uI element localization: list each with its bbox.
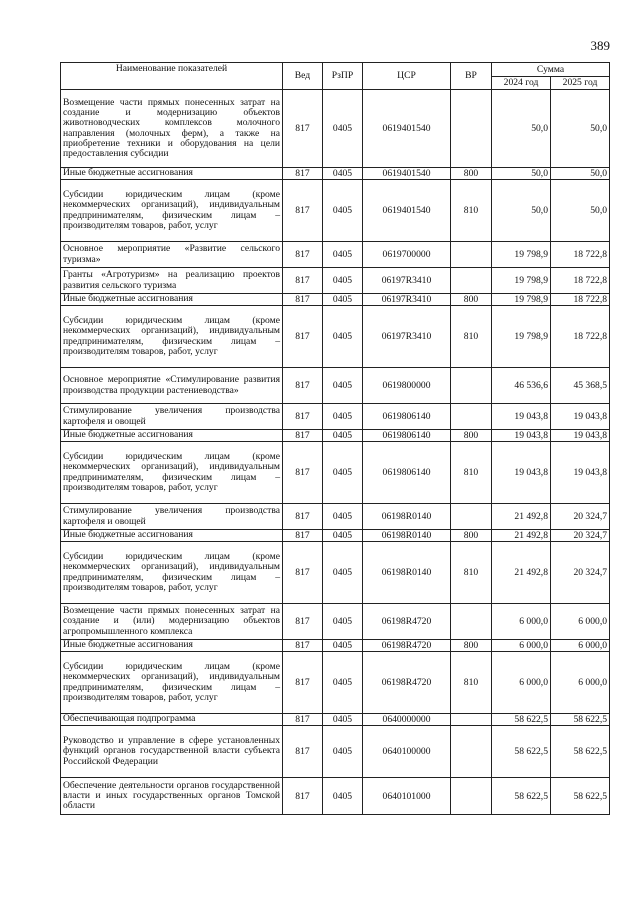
table-row (61, 604, 610, 640)
table-row (61, 168, 610, 180)
row-name: Иные бюджетные ассигнования (61, 430, 283, 442)
row-name: Возмещение части прямых понесенных затрат на создание и модернизацию объектов животноводческих комплексов молочного направления (молочных ферм), а также на приобретение техники и оборудования на цели предоставления субсидии (61, 90, 283, 168)
row-sum-2025: 58 622,5 (551, 714, 610, 726)
table-row (61, 180, 610, 242)
row-sum-2024: 19 798,9 (492, 242, 551, 268)
row-rzpr: 0405 (323, 268, 363, 294)
row-rzpr: 0405 (323, 180, 363, 242)
header-vr: ВР (451, 63, 492, 90)
row-rzpr: 0405 (323, 652, 363, 714)
row-sum-2024: 6 000,0 (492, 604, 551, 640)
row-ved: 817 (283, 368, 323, 404)
row-sum-2024: 50,0 (492, 90, 551, 168)
row-ved: 817 (283, 90, 323, 168)
row-csr: 0640101000 (363, 778, 451, 815)
table-row (61, 726, 610, 778)
row-csr: 06197R3410 (363, 306, 451, 368)
row-name: Основное мероприятие «Стимулирование развития производства продукции растениеводства» (61, 368, 283, 404)
row-sum-2025: 19 043,8 (551, 442, 610, 504)
row-ved: 817 (283, 604, 323, 640)
row-csr: 0619401540 (363, 90, 451, 168)
row-csr: 06198R0140 (363, 530, 451, 542)
row-ved: 817 (283, 778, 323, 815)
row-sum-2024: 19 798,9 (492, 306, 551, 368)
row-vr: 800 (451, 530, 492, 542)
row-sum-2024: 50,0 (492, 180, 551, 242)
table-row (61, 714, 610, 726)
row-sum-2025: 50,0 (551, 168, 610, 180)
row-csr: 06197R3410 (363, 294, 451, 306)
row-name: Обеспечивающая подпрограмма (61, 714, 283, 726)
row-name: Стимулирование увеличения производства картофеля и овощей (61, 404, 283, 430)
row-sum-2024: 50,0 (492, 168, 551, 180)
row-sum-2025: 18 722,8 (551, 294, 610, 306)
row-sum-2025: 58 622,5 (551, 778, 610, 815)
row-ved: 817 (283, 442, 323, 504)
row-vr: 800 (451, 294, 492, 306)
row-vr: 800 (451, 430, 492, 442)
row-name: Иные бюджетные ассигнования (61, 530, 283, 542)
row-ved: 817 (283, 404, 323, 430)
row-sum-2024: 46 536,6 (492, 368, 551, 404)
row-rzpr: 0405 (323, 168, 363, 180)
row-sum-2025: 6 000,0 (551, 604, 610, 640)
row-sum-2024: 21 492,8 (492, 504, 551, 530)
row-sum-2024: 58 622,5 (492, 778, 551, 815)
row-csr: 06198R0140 (363, 504, 451, 530)
row-sum-2025: 19 043,8 (551, 430, 610, 442)
row-sum-2025: 6 000,0 (551, 640, 610, 652)
row-ved: 817 (283, 168, 323, 180)
row-vr: 810 (451, 442, 492, 504)
row-csr: 0619401540 (363, 168, 451, 180)
row-rzpr: 0405 (323, 778, 363, 815)
row-name: Субсидии юридическим лицам (кроме некоммерческих организаций), индивидуальным предпринимателям, физическим лицам – производителям товаров, работ, услуг (61, 180, 283, 242)
header-ved: Вед (283, 63, 323, 90)
row-vr: 810 (451, 306, 492, 368)
row-name: Иные бюджетные ассигнования (61, 168, 283, 180)
page-number: 389 (590, 38, 610, 53)
row-ved: 817 (283, 268, 323, 294)
header-rzpr: РзПР (323, 63, 363, 90)
row-sum-2024: 19 043,8 (492, 442, 551, 504)
row-csr: 0619700000 (363, 242, 451, 268)
row-rzpr: 0405 (323, 726, 363, 778)
row-name: Основное мероприятие «Развитие сельского туризма» (61, 242, 283, 268)
row-vr (451, 604, 492, 640)
row-sum-2024: 58 622,5 (492, 714, 551, 726)
table-row (61, 640, 610, 652)
row-csr: 06198R0140 (363, 542, 451, 604)
row-ved: 817 (283, 640, 323, 652)
table-row (61, 652, 610, 714)
table-row (61, 778, 610, 815)
table-row (61, 542, 610, 604)
row-ved: 817 (283, 242, 323, 268)
table-row (61, 430, 610, 442)
row-rzpr: 0405 (323, 368, 363, 404)
row-sum-2024: 21 492,8 (492, 542, 551, 604)
row-csr: 06197R3410 (363, 268, 451, 294)
row-sum-2025: 20 324,7 (551, 530, 610, 542)
table-row (61, 442, 610, 504)
row-sum-2025: 6 000,0 (551, 652, 610, 714)
row-rzpr: 0405 (323, 90, 363, 168)
row-rzpr: 0405 (323, 530, 363, 542)
row-ved: 817 (283, 294, 323, 306)
row-ved: 817 (283, 542, 323, 604)
header-year-2025: 2025 год (551, 77, 610, 90)
header-csr: ЦСР (363, 63, 451, 90)
row-sum-2024: 19 043,8 (492, 430, 551, 442)
row-csr: 0619806140 (363, 404, 451, 430)
row-sum-2025: 18 722,8 (551, 242, 610, 268)
row-csr: 06198R4720 (363, 604, 451, 640)
row-sum-2024: 6 000,0 (492, 640, 551, 652)
row-csr: 0619806140 (363, 430, 451, 442)
row-vr (451, 504, 492, 530)
row-rzpr: 0405 (323, 306, 363, 368)
row-vr (451, 726, 492, 778)
row-sum-2025: 50,0 (551, 90, 610, 168)
row-name: Субсидии юридическим лицам (кроме некоммерческих организаций), индивидуальным предпринимателям, физическим лицам – производителям товаров, работ, услуг (61, 542, 283, 604)
table-row (61, 306, 610, 368)
row-sum-2025: 18 722,8 (551, 268, 610, 294)
row-sum-2024: 19 043,8 (492, 404, 551, 430)
row-name: Субсидии юридическим лицам (кроме некоммерческих организаций), индивидуальным предпринимателям, физическим лицам – производителям товаров, работ, услуг (61, 306, 283, 368)
row-vr (451, 714, 492, 726)
row-name: Гранты «Агротуризм» на реализацию проектов развития сельского туризма (61, 268, 283, 294)
table-row (61, 294, 610, 306)
row-name: Субсидии юридическим лицам (кроме некоммерческих организаций), индивидуальным предпринимателям, физическим лицам – производителям товаров, работ, услуг (61, 652, 283, 714)
row-vr (451, 404, 492, 430)
row-name: Возмещение части прямых понесенных затрат на создание и (или) модернизацию объектов агропромышленного комплекса (61, 604, 283, 640)
row-vr (451, 90, 492, 168)
row-vr: 810 (451, 652, 492, 714)
row-ved: 817 (283, 430, 323, 442)
row-csr: 0619800000 (363, 368, 451, 404)
row-name: Руководство и управление в сфере установленных функций органов государственной власти субъекта Российской Федерации (61, 726, 283, 778)
table-row (61, 530, 610, 542)
row-rzpr: 0405 (323, 294, 363, 306)
row-csr: 0619806140 (363, 442, 451, 504)
row-vr (451, 778, 492, 815)
row-rzpr: 0405 (323, 604, 363, 640)
row-sum-2025: 20 324,7 (551, 504, 610, 530)
row-csr: 06198R4720 (363, 640, 451, 652)
row-name: Субсидии юридическим лицам (кроме некоммерческих организаций), индивидуальным предпринимателям, физическим лицам – производителям товаров, работ, услуг (61, 442, 283, 504)
row-rzpr: 0405 (323, 640, 363, 652)
row-sum-2024: 58 622,5 (492, 726, 551, 778)
row-name: Иные бюджетные ассигнования (61, 294, 283, 306)
row-rzpr: 0405 (323, 404, 363, 430)
row-csr: 0640000000 (363, 714, 451, 726)
row-rzpr: 0405 (323, 504, 363, 530)
table-row (61, 368, 610, 404)
row-sum-2024: 6 000,0 (492, 652, 551, 714)
row-sum-2025: 45 368,5 (551, 368, 610, 404)
row-rzpr: 0405 (323, 542, 363, 604)
row-vr: 800 (451, 640, 492, 652)
row-ved: 817 (283, 180, 323, 242)
table-body (61, 90, 610, 815)
row-sum-2024: 19 798,9 (492, 294, 551, 306)
table-row (61, 404, 610, 430)
row-rzpr: 0405 (323, 714, 363, 726)
header-sum: Сумма (492, 63, 610, 77)
table-row (61, 90, 610, 168)
row-name: Иные бюджетные ассигнования (61, 640, 283, 652)
row-vr: 810 (451, 180, 492, 242)
row-vr (451, 268, 492, 294)
row-ved: 817 (283, 726, 323, 778)
row-ved: 817 (283, 652, 323, 714)
table-row (61, 242, 610, 268)
row-ved: 817 (283, 714, 323, 726)
row-name: Обеспечение деятельности органов государственной власти и иных государственных органов Томской области (61, 778, 283, 815)
row-rzpr: 0405 (323, 430, 363, 442)
row-name: Стимулирование увеличения производства картофеля и овощей (61, 504, 283, 530)
row-csr: 06198R4720 (363, 652, 451, 714)
row-ved: 817 (283, 504, 323, 530)
row-sum-2025: 50,0 (551, 180, 610, 242)
row-csr: 0640100000 (363, 726, 451, 778)
row-sum-2024: 19 798,9 (492, 268, 551, 294)
row-sum-2024: 21 492,8 (492, 530, 551, 542)
row-rzpr: 0405 (323, 242, 363, 268)
row-vr (451, 368, 492, 404)
row-vr (451, 242, 492, 268)
row-sum-2025: 19 043,8 (551, 404, 610, 430)
row-vr: 810 (451, 542, 492, 604)
row-sum-2025: 20 324,7 (551, 542, 610, 604)
row-rzpr: 0405 (323, 442, 363, 504)
row-ved: 817 (283, 306, 323, 368)
header-name: Наименование показателей (61, 63, 283, 90)
header-year-2024: 2024 год (492, 77, 551, 90)
table-row (61, 504, 610, 530)
row-csr: 0619401540 (363, 180, 451, 242)
budget-table (60, 62, 610, 815)
row-sum-2025: 58 622,5 (551, 726, 610, 778)
row-sum-2025: 18 722,8 (551, 306, 610, 368)
row-vr: 800 (451, 168, 492, 180)
table-row (61, 268, 610, 294)
row-ved: 817 (283, 530, 323, 542)
